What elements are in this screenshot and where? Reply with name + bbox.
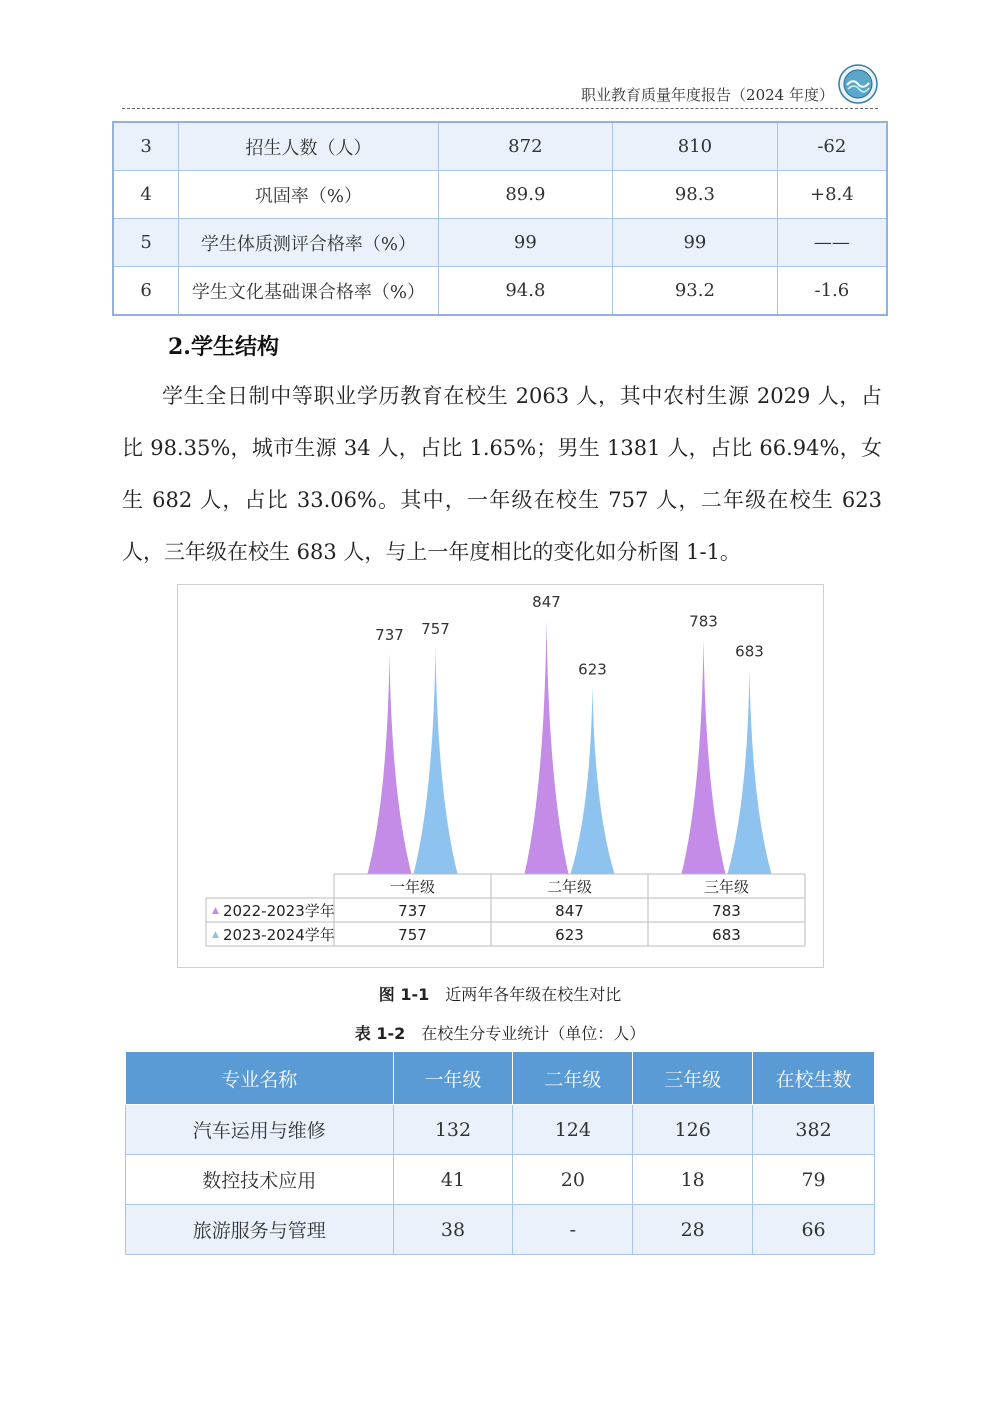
table-row [113, 267, 887, 316]
value-2024: 810 [613, 122, 778, 171]
major-statistics-table [125, 1051, 875, 1255]
cone-bar [368, 652, 412, 874]
data-label: 847 [532, 593, 561, 611]
table-cell: 132 [393, 1105, 513, 1155]
table-value: 683 [712, 926, 741, 944]
major-name: 汽车运用与维修 [126, 1105, 394, 1155]
table-cell: 124 [513, 1105, 633, 1155]
table-row [126, 1105, 875, 1155]
indicator-table [112, 121, 888, 316]
table-caption [0, 1021, 1000, 1044]
table-row [113, 219, 887, 267]
cone-bar [682, 638, 726, 874]
table-cell: 126 [633, 1105, 753, 1155]
table-cell: 20 [513, 1155, 633, 1205]
category-label: 二年级 [546, 878, 593, 896]
table-cell: 66 [753, 1205, 875, 1255]
column-header: 一年级 [393, 1052, 513, 1105]
category-label: 一年级 [389, 878, 436, 896]
value-2024: 98.3 [613, 171, 778, 219]
cone-bar [571, 686, 615, 874]
table-title: 在校生分专业统计（单位：人） [421, 1024, 646, 1043]
data-label: 623 [578, 660, 607, 679]
value-2023: 89.9 [438, 171, 613, 219]
data-label: 783 [689, 612, 718, 631]
value-change: +8.4 [777, 171, 887, 219]
category-label: 三年级 [703, 878, 750, 896]
row-number: 5 [113, 219, 179, 267]
table-value: 737 [398, 902, 427, 920]
table-cell: 41 [393, 1155, 513, 1205]
table-row [113, 122, 887, 171]
body-paragraph: 学生全日制中等职业学历教育在校生 2063 人，其中农村生源 2029 人，占比 98.35%，城市生源 34 人，占比 1.65%；男生 1381 人，占比 66.94%，女生 682 人，占比 33.06%。其中，一年级在校生 757 人，二年级在校生 623 人，三年级在校生 683 人，与上一年度相比的变化如分析图 1-1。 [122, 384, 882, 564]
enrollment-chart [177, 584, 824, 968]
table-value: 783 [712, 902, 741, 920]
value-2023: 94.8 [438, 267, 613, 316]
table-value: 757 [398, 926, 427, 944]
figure-caption [0, 982, 1000, 1005]
legend-label: 2023-2024学年 [223, 926, 335, 944]
value-2023: 99 [438, 219, 613, 267]
legend-marker-icon [212, 907, 219, 914]
column-header: 三年级 [633, 1052, 753, 1105]
column-header: 专业名称 [126, 1052, 394, 1105]
column-header: 二年级 [513, 1052, 633, 1105]
indicator-name: 学生体质测评合格率（%） [179, 219, 438, 267]
column-header: 在校生数 [753, 1052, 875, 1105]
figure-title: 近两年各年级在校生对比 [445, 985, 622, 1004]
data-label: 757 [421, 620, 450, 639]
legend-label: 2022-2023学年 [223, 902, 335, 920]
table-row [113, 171, 887, 219]
data-label: 683 [735, 642, 764, 661]
table-value: 847 [555, 902, 584, 920]
indicator-name: 招生人数（人） [179, 122, 438, 171]
indicator-name: 学生文化基础课合格率（%） [179, 267, 438, 316]
table-cell: 79 [753, 1155, 875, 1205]
value-2024: 93.2 [613, 267, 778, 316]
table-cell: 28 [633, 1205, 753, 1255]
value-2024: 99 [613, 219, 778, 267]
cone-bar [728, 668, 772, 874]
value-2023: 872 [438, 122, 613, 171]
major-name: 数控技术应用 [126, 1155, 394, 1205]
page-header [122, 64, 878, 109]
table-header-row [126, 1052, 875, 1105]
figure-number: 图 1-1 [378, 985, 430, 1004]
table-value: 623 [555, 926, 584, 944]
chart-canvas [178, 585, 823, 967]
table-number: 表 1-2 [354, 1024, 406, 1043]
cone-bar [414, 646, 458, 874]
data-label: 737 [375, 626, 404, 645]
indicator-name: 巩固率（%） [179, 171, 438, 219]
value-change: -62 [777, 122, 887, 171]
table-row [126, 1155, 875, 1205]
row-number: 4 [113, 171, 179, 219]
legend-marker-icon [212, 931, 219, 938]
table-row [126, 1205, 875, 1255]
table-cell: - [513, 1205, 633, 1255]
value-change: —— [777, 219, 887, 267]
section-title: 2.学生结构 [168, 334, 279, 360]
row-number: 6 [113, 267, 179, 316]
school-logo-icon [838, 64, 878, 104]
row-number: 3 [113, 122, 179, 171]
value-change: -1.6 [777, 267, 887, 316]
report-title: 职业教育质量年度报告（2024 年度） [581, 86, 834, 104]
major-name: 旅游服务与管理 [126, 1205, 394, 1255]
table-cell: 18 [633, 1155, 753, 1205]
cone-bar [525, 619, 569, 874]
table-cell: 38 [393, 1205, 513, 1255]
table-cell: 382 [753, 1105, 875, 1155]
